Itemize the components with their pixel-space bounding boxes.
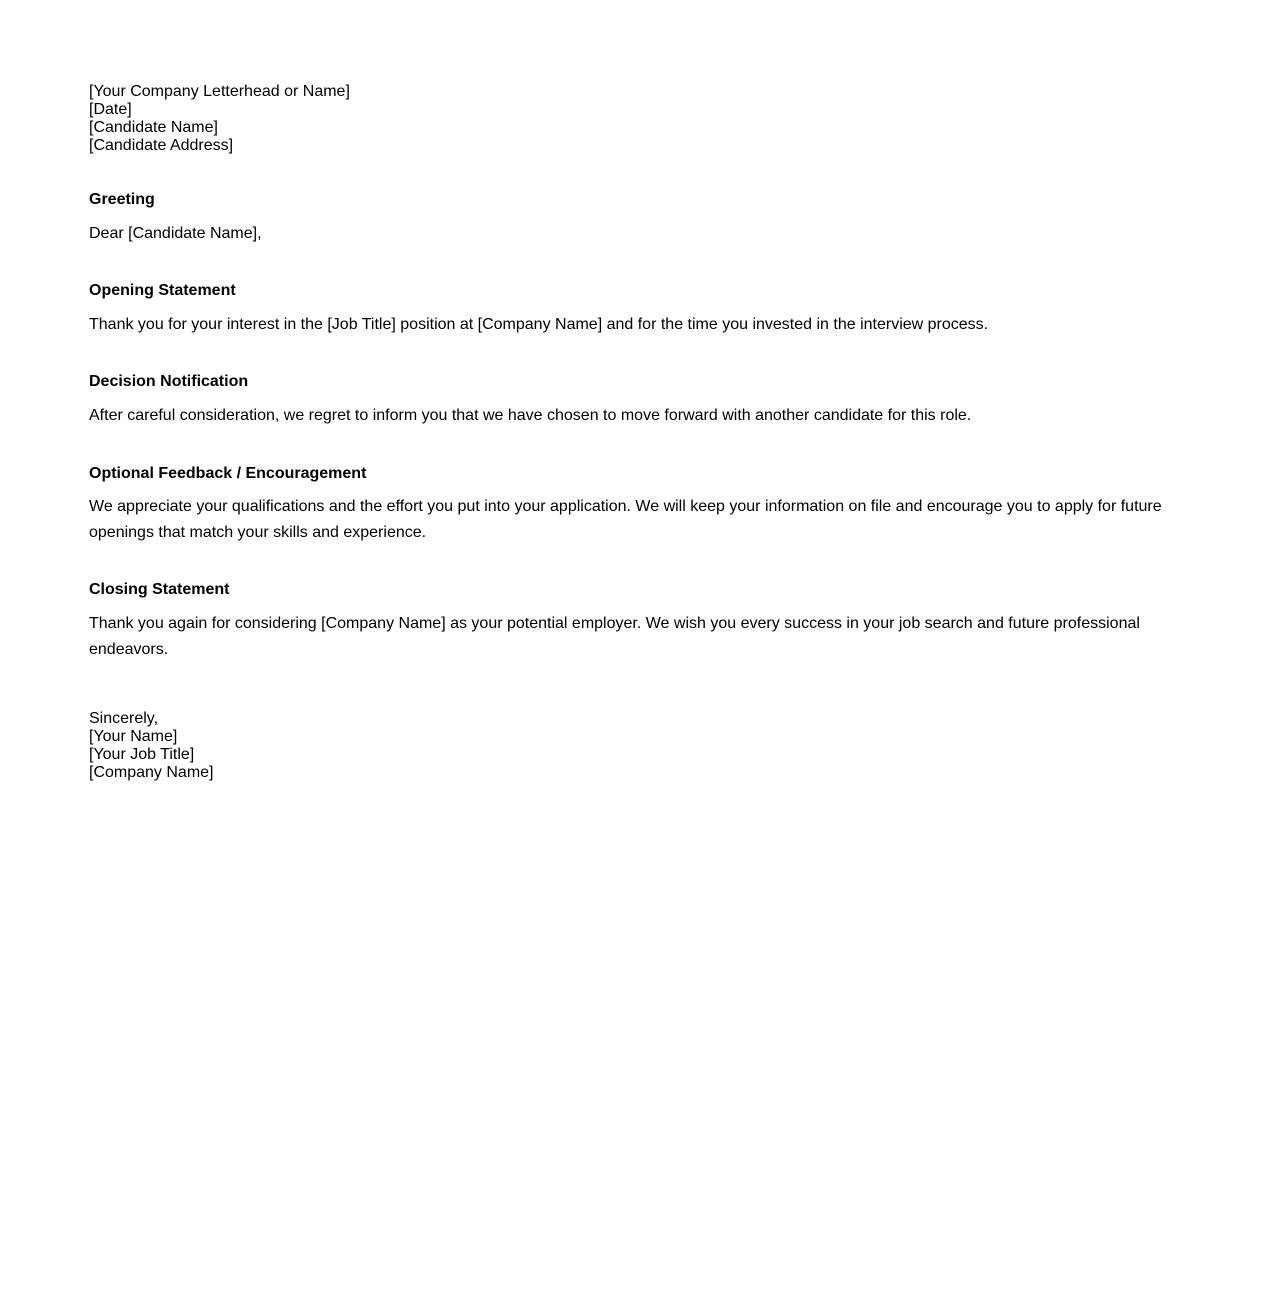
candidate-address-line: [Candidate Address] — [89, 137, 234, 154]
section-title-closing: Closing Statement — [89, 581, 230, 598]
candidate-name-line: [Candidate Name] — [89, 119, 218, 136]
signer-name: [Your Name] — [89, 728, 178, 745]
signer-company: [Company Name] — [89, 764, 214, 781]
signer-title: [Your Job Title] — [89, 746, 195, 763]
section-body-closing: Thank you again for considering [Company Name] as your potential employer. We wish you every success in your job search and future professional endeavors. — [89, 615, 1140, 658]
sign-off: Sincerely, — [89, 710, 159, 727]
section-title-opening: Opening Statement — [89, 282, 236, 299]
section-title-feedback: Optional Feedback / Encouragement — [89, 465, 367, 482]
section-body-opening: Thank you for your interest in the [Job Title] position at [Company Name] and for the time you invested in the interview process. — [89, 316, 989, 333]
date-line: [Date] — [89, 101, 132, 118]
section-body-greeting: Dear [Candidate Name], — [89, 225, 262, 242]
section-body-feedback: We appreciate your qualifications and the effort you put into your application. We will keep your information on file and encourage you to apply for future openings that match your skills and experience. — [89, 498, 1162, 541]
letter-header — [89, 83, 350, 155]
company-letterhead: [Your Company Letterhead or Name] — [89, 83, 350, 100]
section-title-greeting: Greeting — [89, 191, 155, 208]
signature-block — [89, 710, 214, 782]
section-title-decision: Decision Notification — [89, 373, 249, 390]
section-body-decision: After careful consideration, we regret to inform you that we have chosen to move forward with another candidate for this role. — [89, 407, 972, 424]
